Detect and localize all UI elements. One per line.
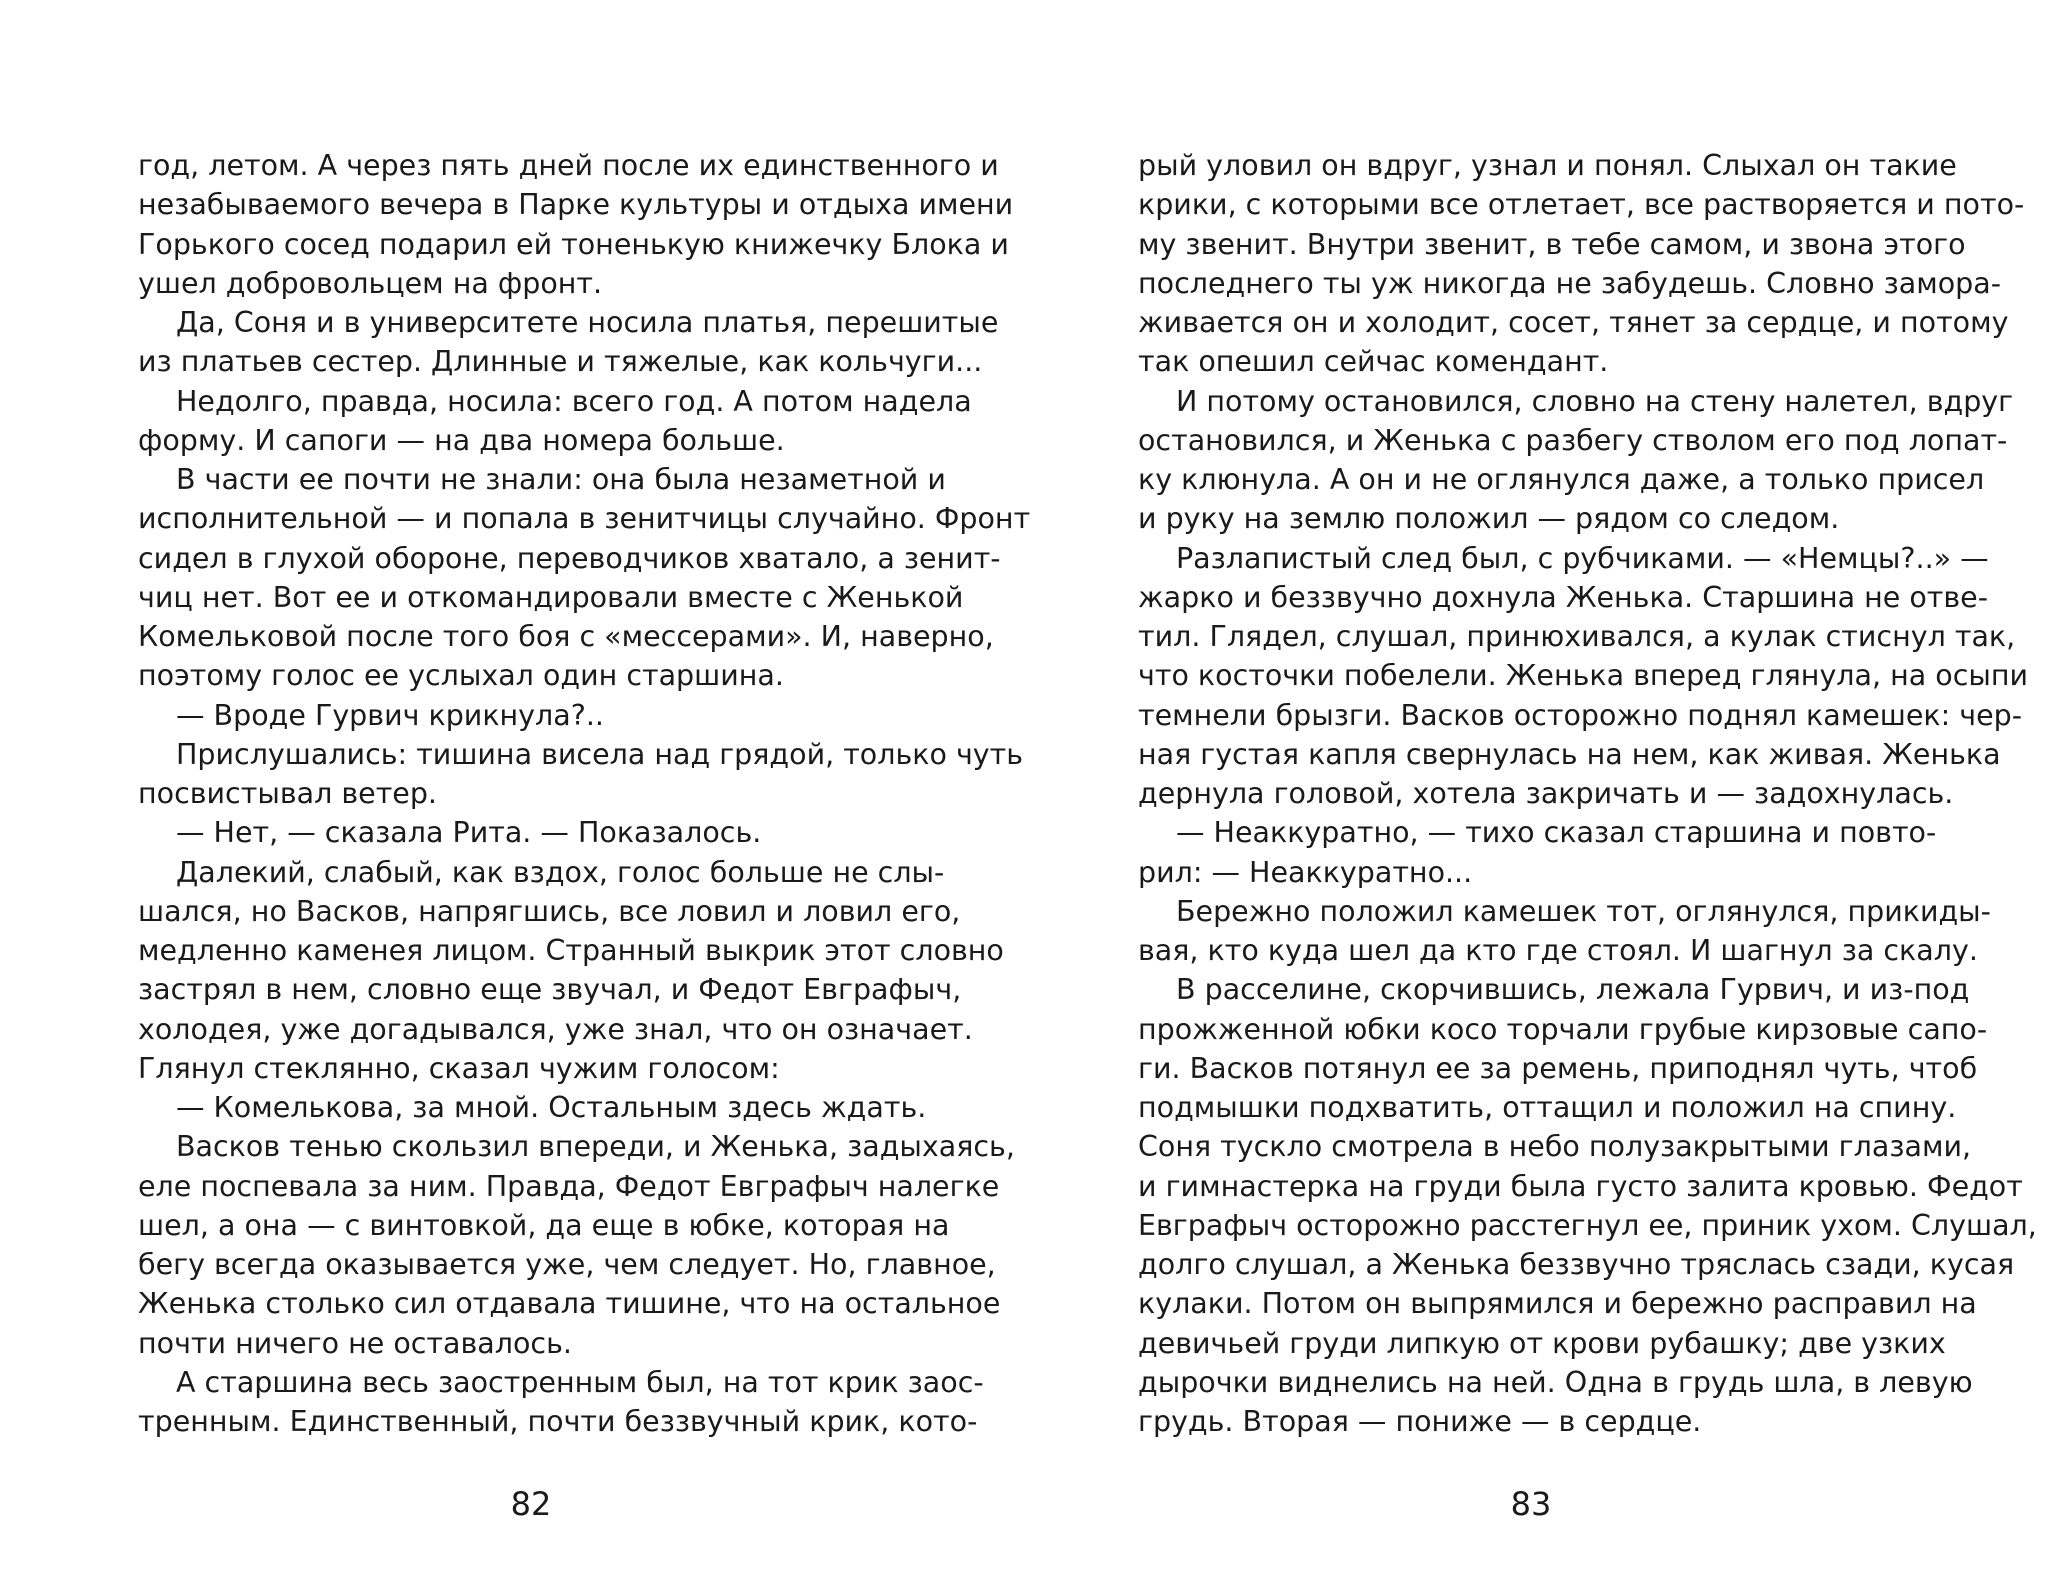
- text-line: Да, Соня и в университете носила платья, перешитые: [176, 306, 999, 339]
- text-line: незабываемого вечера в Парке культуры и отдыха имени: [138, 188, 1014, 222]
- text-line: Недолго, правда, носила: всего год. А потом надела: [176, 384, 972, 418]
- text-line: тренным. Единственный, почти беззвучный крик, кото-: [138, 1405, 978, 1438]
- text-line: В части ее почти не знали: она была незаметной и: [176, 463, 946, 496]
- text-line: рил: — Неаккуратно...: [1138, 855, 1473, 889]
- text-line: жарко и беззвучно дохнула Женька. Старшина не отве-: [1138, 580, 1988, 614]
- text-line: последнего ты уж никогда не забудешь. Словно замора-: [1138, 266, 2002, 300]
- text-line: прожженной юбки косо торчали грубые кирзовые сапо-: [1138, 1012, 1988, 1046]
- text-line: ку клюнула. А он и не оглянулся даже, а только присел: [1138, 463, 1985, 496]
- text-line: Соня тускло смотрела в небо полузакрытыми глазами,: [1138, 1130, 1972, 1164]
- text-line: му звенит. Внутри звенит, в тебе самом, и звона этого: [1138, 227, 1966, 261]
- text-line: крики, с которыми все отлетает, все растворяется и пото-: [1138, 188, 2025, 222]
- text-line: Горького сосед подарил ей тоненькую книжечку Блока и: [138, 227, 1009, 261]
- text-line: исполнительной — и попала в зенитчицы случайно. Фронт: [138, 502, 1031, 536]
- page-number-right: 83: [1510, 1485, 1552, 1523]
- text-line: Женька столько сил отдавала тишине, что на остальное: [138, 1287, 1001, 1321]
- text-line: год, летом. А через пять дней после их единственного и: [138, 149, 999, 182]
- text-line: Далекий, слабый, как вздох, голос больше не слы-: [176, 855, 945, 889]
- text-line: дырочки виднелись на ней. Одна в грудь шла, в левую: [1138, 1365, 1973, 1399]
- text-line: что косточки побелели. Женька вперед глянула, на осыпи: [1138, 659, 2029, 693]
- text-line: тил. Глядел, слушал, принюхивался, а кулак стиснул так,: [1138, 620, 2016, 653]
- text-line: живается он и холодит, сосет, тянет за сердце, и потому: [1138, 306, 2009, 339]
- text-line: А старшина весь заостренным был, на тот крик заос-: [176, 1365, 984, 1399]
- text-line: В расселине, скорчившись, лежала Гурвич, и из-под: [1176, 973, 1970, 1007]
- text-line: и руку на землю положил — рядом со следом.: [1138, 502, 1840, 536]
- text-line: так опешил сейчас комендант.: [1138, 345, 1609, 379]
- right-page-text: [1138, 146, 2037, 1441]
- text-line: ная густая капля свернулась на нем, как живая. Женька: [1138, 737, 2001, 771]
- text-line: из платьев сестер. Длинные и тяжелые, как кольчуги...: [138, 345, 983, 379]
- text-line: вая, кто куда шел да кто где стоял. И шагнул за скалу.: [1138, 934, 1978, 967]
- text-line: еле поспевала за ним. Правда, Федот Евграфыч налегке: [138, 1169, 1000, 1203]
- text-line: посвистывал ветер.: [138, 777, 437, 810]
- text-line: Васков тенью скользил впереди, и Женька, задыхаясь,: [176, 1130, 1015, 1164]
- left-page-text: [138, 146, 1031, 1441]
- text-line: И потому остановился, словно на стену налетел, вдруг: [1176, 384, 2014, 418]
- text-line: — Комелькова, за мной. Остальным здесь ждать.: [176, 1091, 927, 1124]
- text-line: Разлапистый след был, с рубчиками. — «Немцы?..» —: [1176, 541, 1989, 575]
- text-line: грудь. Вторая — пониже — в сердце.: [1138, 1405, 1702, 1438]
- text-line: долго слушал, а Женька беззвучно тряслась сзади, кусая: [1138, 1248, 2015, 1281]
- text-line: — Неаккуратно, — тихо сказал старшина и повто-: [1176, 816, 1937, 850]
- text-line: подмышки подхватить, оттащил и положил на спину.: [1138, 1091, 1957, 1124]
- text-line: дернула головой, хотела закричать и — задохнулась.: [1138, 777, 1954, 810]
- text-line: Евграфыч осторожно расстегнул ее, приник ухом. Слушал,: [1138, 1208, 2037, 1242]
- text-line: почти ничего не оставалось.: [138, 1326, 572, 1360]
- text-line: шался, но Васков, напрягшись, все ловил и ловил его,: [138, 894, 961, 928]
- text-line: — Вроде Гурвич крикнула?..: [176, 698, 604, 732]
- text-line: шел, а она — с винтовкой, да еще в юбке, которая на: [138, 1208, 950, 1242]
- text-line: сидел в глухой обороне, переводчиков хватало, а зенит-: [138, 541, 1001, 575]
- text-line: — Нет, — сказала Рита. — Показалось.: [176, 816, 762, 850]
- text-line: Глянул стеклянно, сказал чужим голосом:: [138, 1051, 780, 1085]
- text-line: темнели брызги. Васков осторожно поднял камешек: чер-: [1138, 698, 2022, 732]
- text-line: остановился, и Женька с разбегу стволом его под лопат-: [1138, 423, 2008, 457]
- text-line: Прислушались: тишина висела над грядой, только чуть: [176, 737, 1024, 771]
- text-line: девичьей груди липкую от крови рубашку; две узких: [1138, 1326, 1946, 1360]
- text-line: медленно каменея лицом. Странный выкрик этот словно: [138, 934, 1004, 967]
- text-line: поэтому голос ее услыхал один старшина.: [138, 659, 784, 693]
- text-line: кулаки. Потом он выпрямился и бережно расправил на: [1138, 1287, 1977, 1321]
- text-line: Комельковой после того боя с «мессерами». И, наверно,: [138, 620, 994, 653]
- text-line: бегу всегда оказывается уже, чем следует. Но, главное,: [138, 1248, 996, 1281]
- text-line: Бережно положил камешек тот, оглянулся, прикиды-: [1176, 894, 1991, 928]
- text-line: и гимнастерка на груди была густо залита кровью. Федот: [1138, 1169, 2023, 1203]
- text-line: ги. Васков потянул ее за ремень, приподнял чуть, чтоб: [1138, 1051, 1978, 1085]
- text-line: форму. И сапоги — на два номера больше.: [138, 423, 785, 457]
- text-line: ушел добровольцем на фронт.: [138, 266, 603, 300]
- text-line: холодея, уже догадывался, уже знал, что он означает.: [138, 1012, 973, 1046]
- text-line: застрял в нем, словно еще звучал, и Федот Евграфыч,: [138, 973, 962, 1007]
- text-line: рый уловил он вдруг, узнал и понял. Слыхал он такие: [1138, 149, 1957, 182]
- page-number-left: 82: [510, 1485, 552, 1523]
- text-line: чиц нет. Вот ее и откомандировали вместе с Женькой: [138, 580, 964, 614]
